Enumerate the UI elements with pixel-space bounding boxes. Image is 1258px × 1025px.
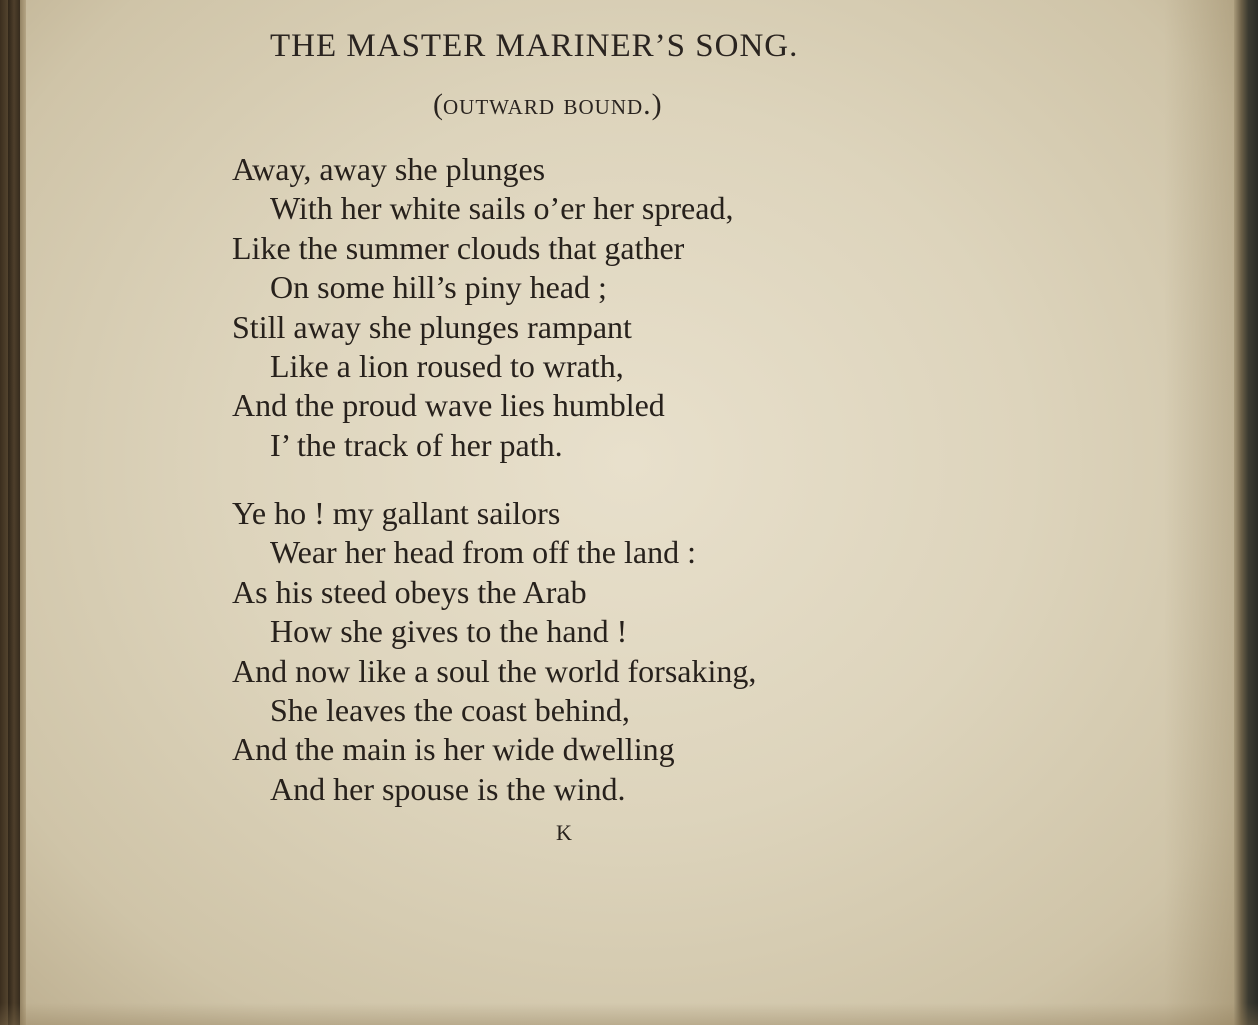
verse-line: She leaves the coast behind,: [270, 692, 630, 729]
verse-line: Away, away she plunges: [232, 151, 546, 187]
page-signature-mark: K: [556, 820, 572, 845]
verse-line: Like the summer clouds that gather: [232, 229, 685, 266]
verse-line: Like a lion roused to wrath,: [270, 348, 624, 385]
book-cover-edge-right: [1234, 0, 1258, 1025]
subtitle-open-paren: (: [433, 88, 443, 121]
verse-line: And the proud wave lies humbled: [232, 387, 665, 424]
verse-line: With her white sails o’er her spread,: [270, 190, 734, 227]
poem-title: THE MASTER MARINER’S SONG.: [270, 28, 799, 64]
verse-line: And her spouse is the wind.: [270, 770, 626, 807]
verse-line: And now like a soul the world forsaking,: [232, 652, 757, 689]
verse-line: Still away she plunges rampant: [232, 308, 632, 345]
verse-line: As his steed obeys the Arab: [232, 573, 587, 610]
verse-line: Wear her head from off the land :: [270, 534, 696, 571]
page-bottom-edge: [0, 1003, 1258, 1025]
verse-line: I’ the track of her path.: [270, 426, 563, 463]
page-shadow-right: [1164, 0, 1234, 1025]
stanza-1: [232, 150, 733, 465]
subtitle-close-paren: ): [651, 88, 662, 121]
verse-line: On some hill’s piny head ;: [270, 269, 607, 306]
verse-line: And the main is her wide dwelling: [232, 731, 675, 768]
binding-spine-line: [8, 0, 20, 1025]
stanza-2: [232, 494, 756, 809]
poem-subtitle: [433, 88, 662, 122]
verse-line: How she gives to the hand !: [270, 613, 628, 650]
subtitle-text: outward bound.: [443, 88, 652, 121]
verse-line: Ye ho ! my gallant sailors: [232, 495, 561, 531]
